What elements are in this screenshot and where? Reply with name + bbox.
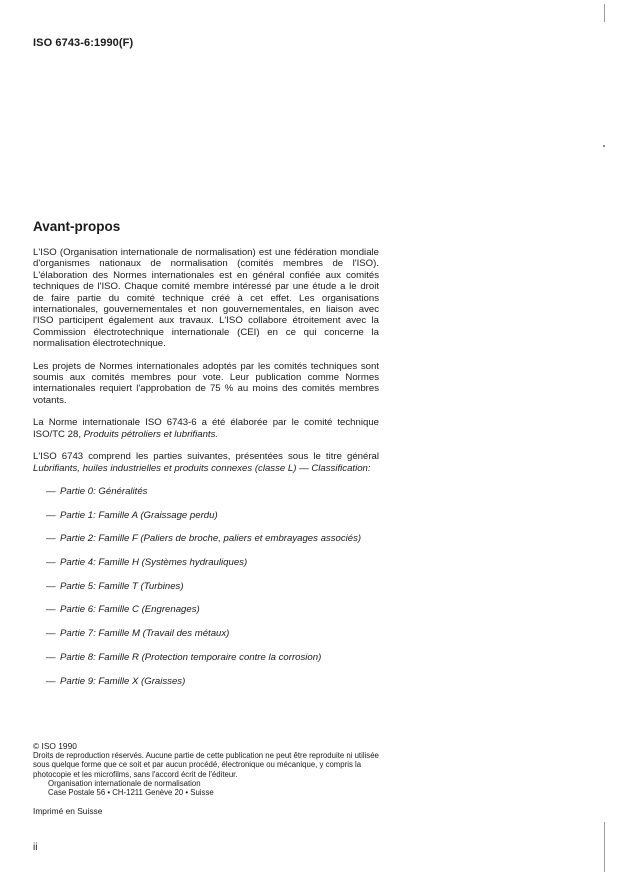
- page-number: ii: [33, 842, 38, 853]
- part-number: Partie 9:: [60, 675, 96, 687]
- list-dash: —: [46, 580, 56, 592]
- part-title: Famille F (Paliers de broche, paliers et embrayages associés): [98, 533, 362, 545]
- list-item: [33, 676, 379, 687]
- part-number: Partie 8:: [60, 651, 96, 663]
- list-dash: —: [46, 557, 56, 569]
- list-item: [33, 486, 379, 497]
- foreword-body: [33, 247, 379, 699]
- printed-in: Imprimé en Suisse: [33, 806, 103, 816]
- list-item: [33, 604, 379, 615]
- document-id-header: ISO 6743-6:1990(F): [33, 37, 134, 49]
- copyright-notice: Droits de reproduction réservés. Aucune partie de cette publication ne peut être reproduite ni utilisée sous quelque forme que ce soit et par aucun procédé, électronique ou mécanique, y compris la photocopie et les microfilms, sans l'accord écrit de l'éditeur.: [33, 751, 379, 779]
- part-title: Famille R (Protection temporaire contre la corrosion): [98, 651, 322, 663]
- scan-speck: [603, 145, 605, 147]
- list-dash: —: [46, 509, 56, 521]
- part-number: Partie 2:: [60, 533, 96, 545]
- paragraph-committee-text: La Norme internationale ISO 6743-6 a été élaborée par le comité technique ISO/TC 28,: [33, 417, 379, 440]
- paragraph-organisation: L'ISO (Organisation internationale de normalisation) est une fédération mondiale d'organismes nationaux de normalisation (comités membres de l'ISO). L'élaboration des Normes internationales est en général confiée aux comités techniques de l'ISO. Chaque comité membre intéressé par une étude a le droit de faire partie du comité technique créé à cet effet. Les organisations internationales, gouvernementales et non gouvernementales, en liaison avec l'ISO participent également aux travaux. L'ISO collabore étroitement avec la Commission électrotechnique internationale (CEI) en ce qui concerne la normalisation électrotechnique.: [33, 247, 379, 350]
- list-item: [33, 628, 379, 639]
- list-dash: —: [46, 651, 56, 663]
- paragraph-committee: [33, 417, 379, 440]
- part-number: Partie 0:: [60, 485, 96, 497]
- part-title: Famille A (Graissage perdu): [98, 509, 218, 521]
- list-item: [33, 557, 379, 568]
- list-item: [33, 581, 379, 592]
- scan-edge-mark-bottom: [604, 822, 605, 872]
- paragraph-parts-intro: [33, 451, 379, 474]
- parts-intro-text: L'ISO 6743 comprend les parties suivantes, présentées sous le titre général: [33, 451, 379, 463]
- copyright-line: © ISO 1990: [33, 741, 77, 751]
- list-dash: —: [46, 533, 56, 545]
- part-title: Généralités: [98, 485, 148, 497]
- section-title: Avant-propos: [33, 219, 121, 234]
- publisher-address: Case Postale 56 • CH-1211 Genève 20 • Suisse: [48, 788, 214, 798]
- part-number: Partie 6:: [60, 604, 96, 616]
- part-title: Famille T (Turbines): [98, 580, 184, 592]
- scan-edge-mark-top: [604, 4, 605, 22]
- list-dash: —: [46, 604, 56, 616]
- list-dash: —: [46, 675, 56, 687]
- parts-intro-italic: Lubrifiants, huiles industrielles et produits connexes (classe L) — Classification:: [33, 462, 371, 474]
- copyright-block: [33, 742, 383, 797]
- publisher-name: Organisation internationale de normalisation: [48, 778, 201, 788]
- part-title: Famille M (Travail des métaux): [98, 628, 230, 640]
- paragraph-projects: Les projets de Normes internationales adoptés par les comités techniques sont soumis aux comités membres pour vote. Leur publication comme Normes internationales requiert l'approbation de 75 % au moins des comités membres votants.: [33, 360, 379, 406]
- list-item: [33, 652, 379, 663]
- list-item: [33, 510, 379, 521]
- part-number: Partie 1:: [60, 509, 96, 521]
- part-title: Famille H (Systèmes hydrauliques): [98, 557, 248, 569]
- part-number: Partie 7:: [60, 628, 96, 640]
- list-dash: —: [46, 628, 56, 640]
- part-number: Partie 5:: [60, 580, 96, 592]
- paragraph-committee-italic: Produits pétroliers et lubrifiants.: [83, 428, 219, 440]
- part-title: Famille X (Graisses): [98, 675, 186, 687]
- list-dash: —: [46, 485, 56, 497]
- part-number: Partie 4:: [60, 557, 96, 569]
- parts-list: [33, 486, 379, 687]
- part-title: Famille C (Engrenages): [98, 604, 200, 616]
- list-item: [33, 533, 379, 544]
